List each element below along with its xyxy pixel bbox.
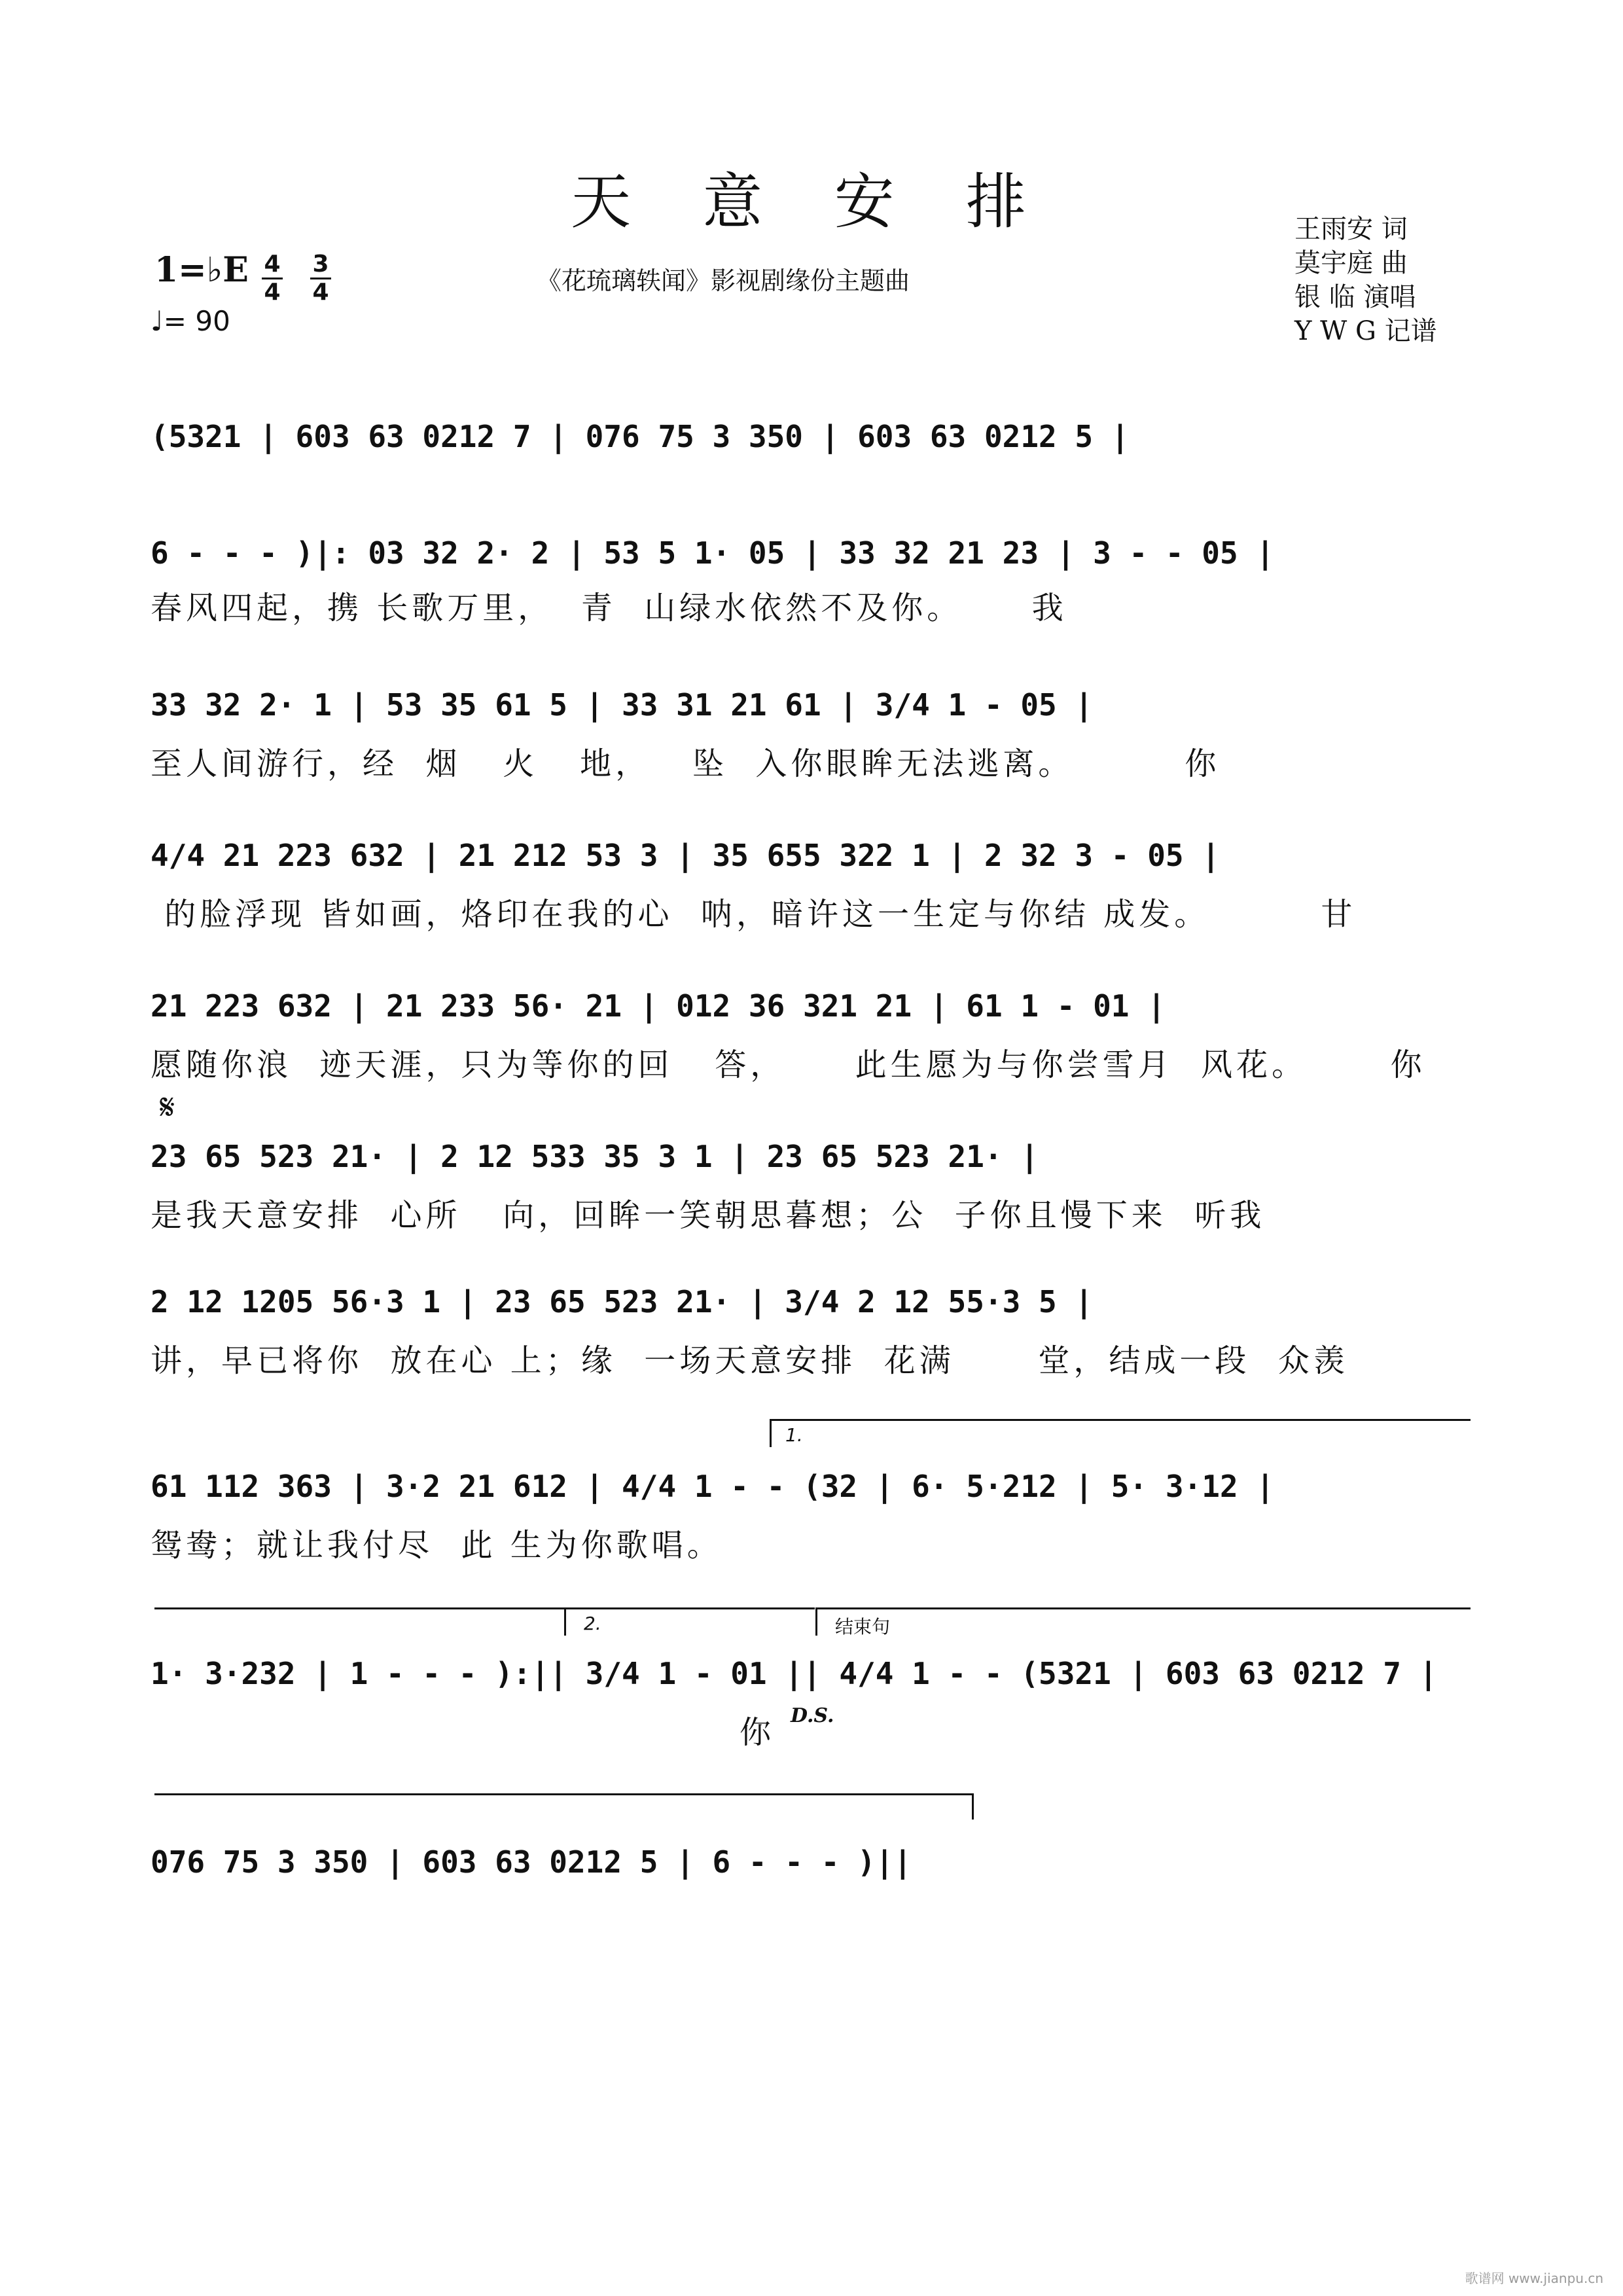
watermark: 歌谱网 www.jianpu.cn bbox=[1465, 2270, 1603, 2286]
ending-extension-end bbox=[972, 1793, 974, 1820]
volta-label-2: 2. bbox=[584, 1613, 601, 1634]
credit-transcriber: Y W G 记谱 bbox=[1294, 316, 1437, 346]
lyrics-line-6: 是我天意安排 心所 向，回眸一笑朝思暮想；公 子你且慢下来 听我 bbox=[151, 1197, 1266, 1234]
credit-composer: 莫宇庭 曲 bbox=[1294, 248, 1408, 278]
lyrics-line-8: 鸳鸯；就让我付尽 此 生为你歌唱。 bbox=[151, 1527, 722, 1564]
notation-line-5: 21 223 632 | 21 233 56· 21 | 012 36 321 21 | 61 1 - 01 | bbox=[151, 988, 1166, 1024]
time-sig-top: 3 bbox=[312, 251, 329, 278]
notation-line-3: 33 32 2· 1 | 53 35 61 5 | 33 31 21 61 | 3/4 1 - 05 | bbox=[151, 687, 1094, 723]
time-signature-4-4 bbox=[259, 253, 285, 304]
volta-label-1: 1. bbox=[785, 1424, 803, 1446]
key-signature: 1=♭E bbox=[154, 250, 249, 290]
system-line-top bbox=[154, 1607, 564, 1609]
notation-line-6: 23 65 523 21· | 2 12 533 35 3 1 | 23 65 523 21· | bbox=[151, 1139, 1039, 1174]
time-sig-bottom: 4 bbox=[312, 279, 329, 306]
notation-line-10: 076 75 3 350 | 603 63 0212 5 | 6 - - - )|| bbox=[151, 1844, 912, 1880]
lyrics-line-2: 春风四起，携 长歌万里， 青 山绿水依然不及你。 我 bbox=[151, 590, 1067, 626]
time-signature-3-4 bbox=[308, 253, 334, 304]
volta-bracket-2 bbox=[564, 1607, 815, 1636]
lyrics-line-3: 至人间游行，经 烟 火 地， 坠 入你眼眸无法逃离。 你 bbox=[151, 745, 1221, 782]
score-title: 天 意 安 排 bbox=[571, 167, 1052, 237]
ending-label: 结束句 bbox=[835, 1616, 891, 1638]
ds-marking: D.S. bbox=[791, 1704, 834, 1727]
notation-line-8: 61 112 363 | 3·2 21 612 | 4/4 1 - - (32 | 6· 5·212 | 5· 3·12 | bbox=[151, 1469, 1275, 1504]
notation-line-9: 1· 3·232 | 1 - - - ):|| 3/4 1 - 01 || 4/4 1 - - (5321 | 603 63 0212 7 | bbox=[151, 1656, 1438, 1691]
ending-bracket bbox=[815, 1607, 1471, 1636]
notation-line-7: 2 12 1205 56·3 1 | 23 65 523 21· | 3/4 2 12 55·3 5 | bbox=[151, 1284, 1094, 1319]
lyrics-line-5: 愿随你浪 迹天涯，只为等你的回 答， 此生愿为与你尝雪月 风花。 你 bbox=[151, 1047, 1426, 1083]
time-sig-bottom: 4 bbox=[264, 279, 281, 306]
lyrics-line-7: 讲，早已将你 放在心 上；缘 一场天意安排 花满 堂，结成一段 众羡 bbox=[151, 1342, 1349, 1379]
ending-extension-line bbox=[154, 1793, 974, 1795]
notation-line-4: 4/4 21 223 632 | 21 212 53 3 | 35 655 322 1 | 2 32 3 - 05 | bbox=[151, 838, 1220, 873]
tempo-marking: ♩= 90 bbox=[151, 305, 230, 337]
lyrics-line-4: 的脸浮现 皆如画，烙印在我的心 呐，暗许这一生定与你结 成发。 甘 bbox=[151, 896, 1357, 933]
notation-line-2: 6 - - - )|: 03 32 2· 2 | 53 5 1· 05 | 33 32 21 23 | 3 - - 05 | bbox=[151, 535, 1275, 571]
credit-lyricist: 王雨安 词 bbox=[1294, 214, 1408, 244]
lyrics-line-9: 你 bbox=[740, 1714, 776, 1751]
time-sig-top: 4 bbox=[264, 251, 281, 278]
credit-singer: 银 临 演唱 bbox=[1294, 282, 1416, 312]
volta-bracket-1 bbox=[770, 1419, 1471, 1447]
notation-line-1: (5321 | 603 63 0212 7 | 076 75 3 350 | 603 63 0212 5 | bbox=[151, 419, 1130, 454]
segno-sign: 𝄋 bbox=[160, 1086, 175, 1128]
score-subtitle: 《花琉璃轶闻》影视剧缘份主题曲 bbox=[537, 266, 910, 295]
